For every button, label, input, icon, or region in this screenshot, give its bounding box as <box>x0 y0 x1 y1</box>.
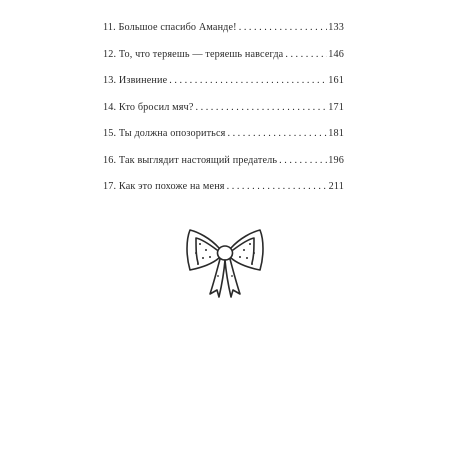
bow-right-tail <box>225 259 240 297</box>
toc-entry <box>103 22 344 49</box>
toc-entry-title: 15. Ты должна опозориться <box>103 128 226 139</box>
toc-entry-page: 133 <box>328 22 344 33</box>
toc-entry-page: 196 <box>328 154 344 166</box>
toc-entry <box>103 49 344 76</box>
dot-leader <box>285 49 327 60</box>
toc-entry-title: 17. Как это похоже на меня <box>103 181 225 192</box>
bow-left-loop <box>187 230 219 270</box>
dot-leader <box>279 155 327 166</box>
toc-entry-page: 171 <box>328 101 344 113</box>
toc-entry-title: 14. Кто бросил мяч? <box>103 101 194 113</box>
dot-leader <box>169 75 327 86</box>
toc-entry-title: 16. Так выглядит настоящий предатель <box>103 154 278 166</box>
dot-leader <box>227 181 328 192</box>
bow-right-loop <box>231 230 263 270</box>
dot-leader <box>196 102 328 113</box>
toc-entry-title: 13. Извинение <box>103 75 168 86</box>
toc-entry-title: 12. То, что теряешь — теряешь навсегда <box>103 48 284 60</box>
toc-entry-page: 211 <box>328 181 344 192</box>
bow-icon <box>184 226 266 300</box>
bow-knot <box>218 246 233 260</box>
toc-entry <box>103 128 344 155</box>
dot-leader <box>227 128 327 139</box>
bow-left-tail <box>210 259 225 297</box>
toc-entry-page: 181 <box>328 128 344 139</box>
toc-entry <box>103 181 344 208</box>
toc-entry <box>103 102 344 129</box>
toc-entry <box>103 155 344 182</box>
toc-entry-title: 11. Большое спасибо Аманде! <box>103 22 237 33</box>
dot-leader <box>239 22 328 33</box>
toc-entry-page: 161 <box>328 75 344 86</box>
table-of-contents <box>103 22 344 208</box>
toc-entry <box>103 75 344 102</box>
toc-entry-page: 146 <box>328 48 344 60</box>
